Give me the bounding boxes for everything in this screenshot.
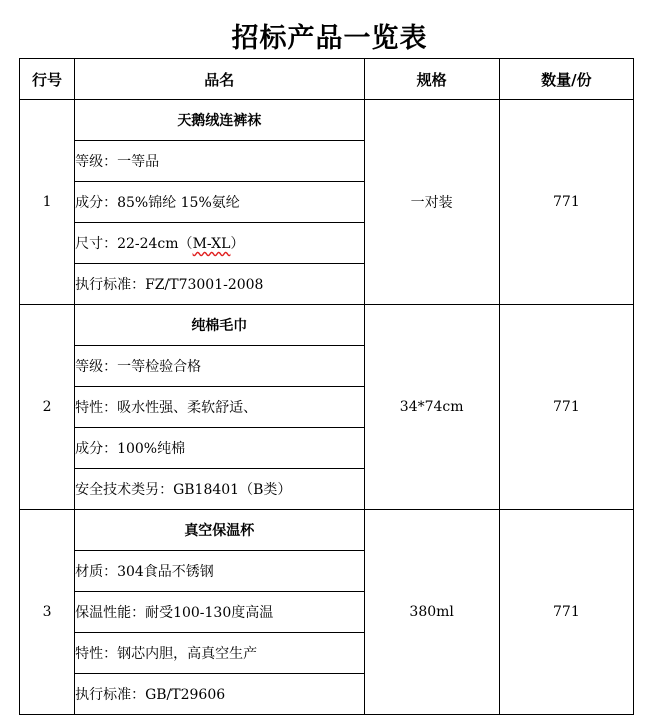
product-detail: 特性：钢芯内胆，高真空生产 [75,633,364,674]
product-detail: 成分：100%纯棉 [75,428,364,469]
row-number: 2 [20,305,75,510]
product-detail: 执行标准：FZ/T73001-2008 [75,264,364,305]
product-qty: 771 [499,305,633,510]
page-title: 招标产品一览表 [231,23,428,54]
header-row-no: 行号 [20,59,75,100]
product-qty: 771 [499,100,633,305]
table-row [20,100,634,141]
header-name: 品名 [75,59,364,100]
row-number: 3 [20,510,75,715]
size-prefix: 尺寸：22-24cm（ [75,236,193,252]
product-detail: 等级：一等品 [75,141,364,182]
product-table [19,58,634,715]
product-detail: 等级：一等检验合格 [75,346,364,387]
product-spec: 34*74cm [364,305,499,510]
size-suffix: ） [230,236,245,252]
product-detail: 执行标准：GB/T29606 [75,674,364,715]
product-detail: 成分：85%锦纶 15%氨纶 [75,182,364,223]
product-detail: 特性：吸水性强、柔软舒适、 [75,387,364,428]
product-name: 天鹅绒连裤袜 [75,100,364,141]
table-row [20,305,634,346]
header-qty: 数量/份 [499,59,633,100]
product-spec: 380ml [364,510,499,715]
product-detail-size [75,223,364,264]
table-header-row [20,59,634,100]
size-range: M-XL [192,236,231,252]
product-detail: 保温性能：耐受100-130度高温 [75,592,364,633]
table-row [20,510,634,551]
header-spec: 规格 [364,59,499,100]
row-number: 1 [20,100,75,305]
product-detail: 材质：304食品不锈钢 [75,551,364,592]
product-name: 纯棉毛巾 [75,305,364,346]
product-detail: 安全技术类另：GB18401（B类） [75,469,364,510]
product-spec: 一对装 [364,100,499,305]
product-name: 真空保温杯 [75,510,364,551]
product-qty: 771 [499,510,633,715]
